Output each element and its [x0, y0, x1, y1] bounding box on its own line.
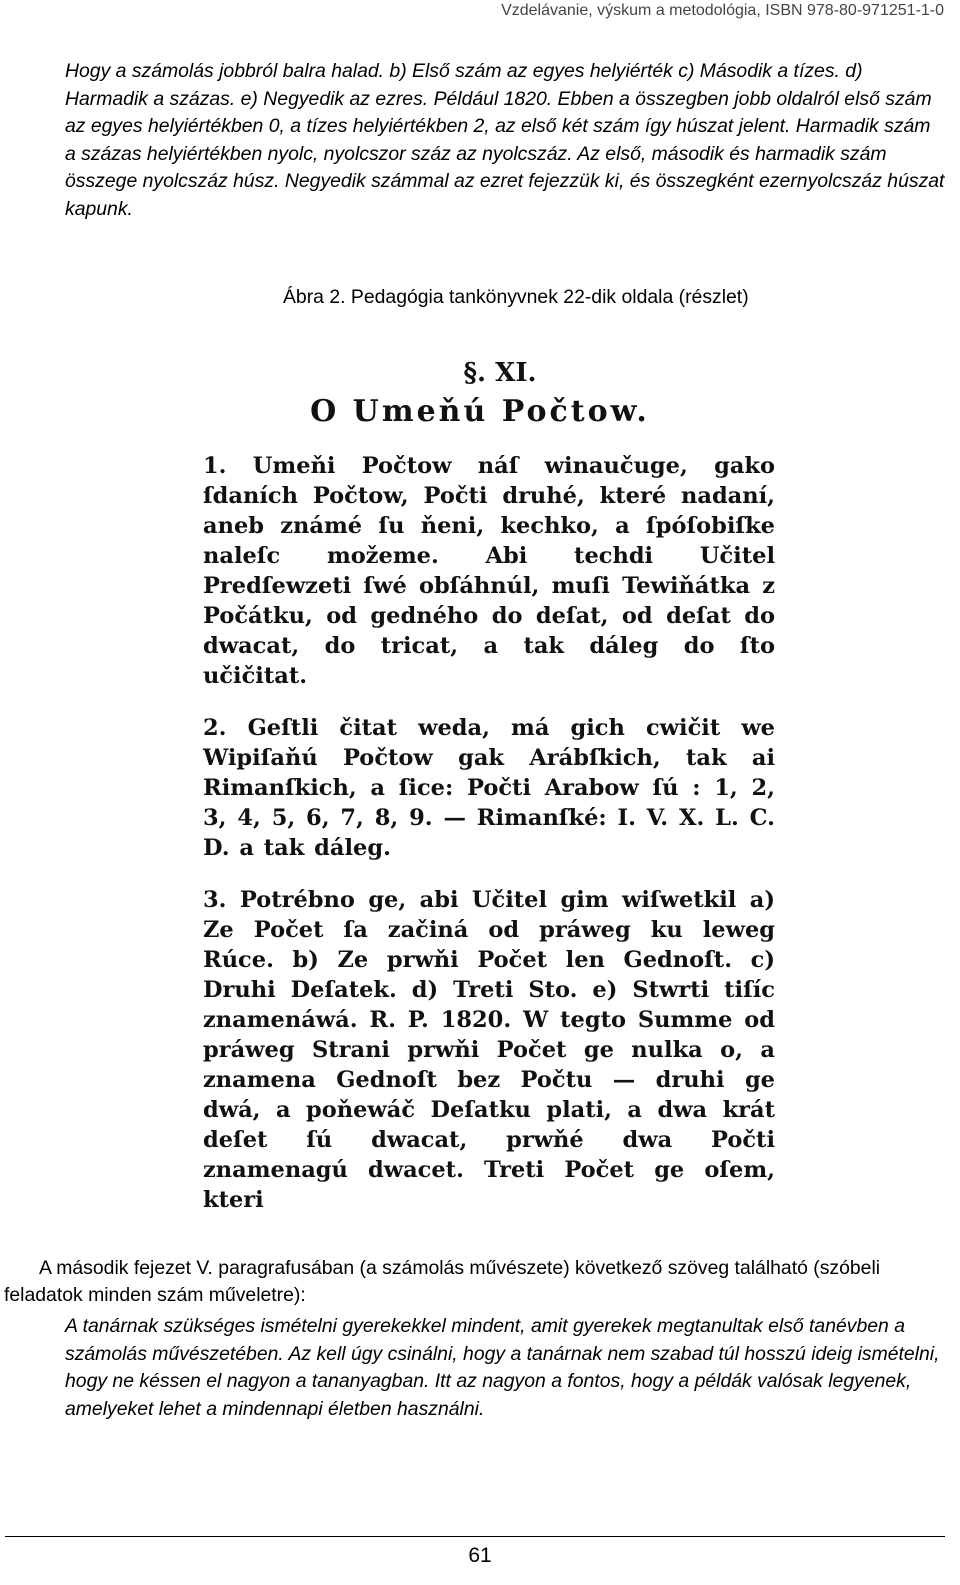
textbook-page-scan	[185, 358, 775, 1213]
intro-italic-paragraph: Hogy a számolás jobbról balra halad. b) Első szám az egyes helyiérték c) Második a tízes. d) Harmadik a százas. e) Negyedik az ezres. Például 1820. Ebben a összegben jobb oldalról első szám az egyes helyiértékben 0, a tízes helyiértékben 2, az első két szám így húszat jelent. Harmadik szám a százas helyiértékben nyolc, nyolcszor száz az nyolcszáz. Az első, második és harmadik szám összege nyolcszáz húsz. Negyedik számmal az ezret fejezzük ki, és összegként ezernyolcszáz húszat kapunk.	[65, 60, 945, 220]
outro-italic-paragraph: A tanárnak szükséges ismételni gyerekekkel mindent, amit gyerekek megtanultak első tanévben a számolás művészetében. Az kell úgy csinálni, hogy a tanárnak nem szabad túl hosszú ideig ismételni, hogy ne késsen el nagyon a tananyagban. Itt az nagyon a fontos, hogy a példák valósak legyenek, amelyeket lehet a mindennapi életben használni.	[65, 1315, 940, 1420]
scan-paragraph-3: 3. Potrébno ge, abi Učitel gim wiſwetkil a) Ze Počet ſa začiná od práweg ku leweg Rúce. b) Ze prwňi Počet len Gednoſt. c) Druhi Deſatek. d) Treti Sto. e) Stwrti tiſíc znamenáwá. R. P. 1820. W tegto Summe od práweg Strani prwňi Počet ge nulka o, a znamena Gednoſt bez Počtu — druhi ge dwá, a poňewáč Deſatku plati, a dwa krát deſet ſú dwacat, prwňé dwa Počti znamenagú dwacet. Treti Počet ge oſem, kteri	[203, 887, 775, 1213]
running-header-text: Vzdelávanie, výskum a metodológia, ISBN 978-80-971251-1-0	[501, 2, 944, 19]
page-number: 61	[468, 1544, 492, 1567]
footer-divider	[5, 1536, 945, 1537]
body-paragraph: A második fejezet V. paragrafusában (a számolás művészete) következő szöveg található (szóbeli feladatok minden szám műveletre):	[4, 1257, 881, 1306]
scan-paragraph-1: 1. Umeňi Počtow náſ winaučuge, gako ſdaních Počtow, Počti druhé, které nadaní, aneb známé ſu ňeni, kechko, a ſpóſobiſke naleſc možeme. Abi techdi Učitel Predſewzeti ſwé obſáhnúl, muſi Tewiňátka z Počátku, od gedného do deſat, od deſat do dwacat, do tricat, a tak dáleg do ſto učičitat.	[203, 453, 775, 689]
running-header	[0, 2, 960, 20]
scan-heading: O Umeňú Počtow.	[310, 394, 650, 429]
scan-paragraph-2: 2. Geſtli čitat weda, má gich cwičit we Wipiſaňú Počtow gak Arábſkich, tak ai Rimanſkich, a ſice: Počti Arabow ſú : 1, 2, 3, 4, 5, 6, 7, 8, 9. — Rimanſké: I. V. X. L. C. D. a tak dáleg.	[203, 715, 775, 861]
scan-section-number: §. XI.	[463, 358, 537, 388]
figure-caption: Ábra 2. Pedagógia tankönyvnek 22-dik oldala (részlet)	[283, 286, 749, 308]
